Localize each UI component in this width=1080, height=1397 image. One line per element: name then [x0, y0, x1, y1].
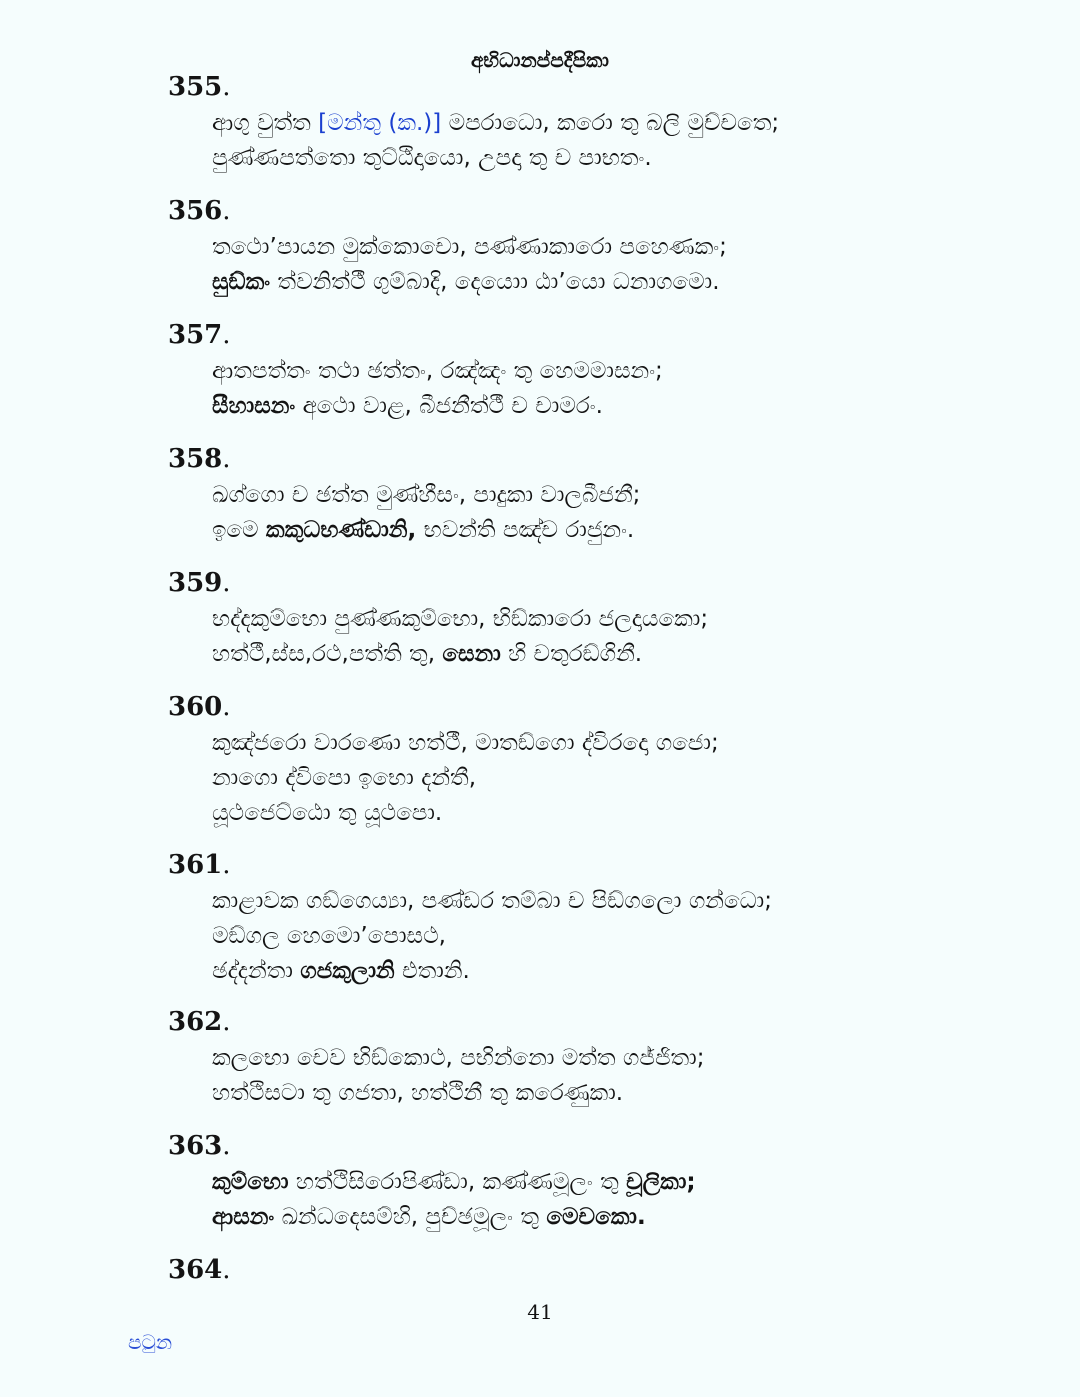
verse-text: ඡද්දන්තා: [212, 958, 301, 984]
verse-line: [212, 1076, 1028, 1111]
verse-line: [212, 389, 1028, 424]
verse-block: [168, 72, 1028, 176]
page-number: 41: [527, 1300, 553, 1324]
verse-line: [212, 230, 1028, 265]
verse-text: ආතපත්තං තථා ඡත්තං, රඤ්ඤං තු හෙමමාසනං;: [212, 358, 663, 384]
headword: කුම්භො: [212, 1169, 289, 1195]
verse-text: නාගො ද්විපො ඉභො දන්තී,: [212, 765, 477, 791]
verse-line: [212, 354, 1028, 389]
variant-reading: [මන්තු (ක.)]: [318, 110, 442, 136]
verse-lines: [212, 884, 1028, 989]
verse-text: හත්ථිසිරොපිණ්ඩා, කණ්ණමූලං තු: [288, 1169, 627, 1195]
verse-text: කලභො චෙව භිඞ්කොථ, පභින්නො මත්ත ගජ්ජිතා;: [212, 1045, 705, 1071]
verse-line: [212, 884, 1028, 919]
verse-line: [212, 478, 1028, 513]
verse-block: [168, 1131, 1028, 1235]
verse-text: ඛන්ධදෙසම්හි, පුච්ඡමූලං තු: [274, 1204, 547, 1230]
headword: සෙනා: [442, 641, 501, 667]
verse-text: යූථජෙට්ඨො තු යූථපො.: [212, 800, 443, 826]
headword: චූලිකා;: [626, 1169, 696, 1195]
verse-block: [168, 568, 1028, 672]
verse-number: 363.: [168, 1131, 231, 1161]
verse-text: ඉමෙ: [212, 517, 266, 543]
verse-line: [212, 796, 1028, 831]
verse-line: [212, 761, 1028, 796]
page-title: අභිධානප්පදීපිකා: [470, 48, 610, 72]
headword: ආසනං: [212, 1204, 275, 1230]
headword: ගජකුලානි: [300, 958, 395, 984]
verse-line: [212, 637, 1028, 672]
verse-block: [168, 320, 1028, 424]
verse-line: [212, 726, 1028, 761]
verse-text: ඛග්ගො ච ඡත්ත මුණ්හීසං, පාදුකා වාලබීජනී;: [212, 482, 641, 508]
verse-text: එතානි.: [394, 958, 470, 984]
headword: කකුධභණ්ඩානි,: [265, 517, 417, 543]
verse-number: 355.: [168, 72, 231, 102]
verse-line: [212, 954, 1028, 989]
verse-block: [168, 1007, 1028, 1111]
verse-number: 357.: [168, 320, 231, 350]
verse-line: [212, 1165, 1028, 1200]
verse-text: කාළාවක ගඞ්ගෙය්‍යා, පණ්ඩර තම්බා ච පිඞ්ගලො ගන්ධො;: [212, 888, 772, 914]
verse-text: කුඤ්ජරො වාරණො හත්ථී, මාතඞ්ගො ද්විරදො ගජො;: [212, 730, 719, 756]
verse-block: [168, 1255, 1028, 1289]
verse-block: [168, 850, 1028, 989]
verse-line: [212, 602, 1028, 637]
verse-line: [212, 106, 1028, 141]
verse-text: මඞ්ගල හෙමො’පොසථ,: [212, 923, 446, 949]
verse-block: [168, 196, 1028, 300]
verse-number: 361.: [168, 850, 231, 880]
verse-block: [168, 692, 1028, 831]
verse-lines: [212, 602, 1028, 672]
verse-number: 362.: [168, 1007, 231, 1037]
verse-number: 364.: [168, 1255, 231, 1285]
verse-number: 360.: [168, 692, 231, 722]
verse-line: [212, 141, 1028, 176]
verse-text: මපරාධො, කරො තු බලි මුච්චතෙ;: [441, 110, 780, 136]
headword: සුඞ්කං: [212, 269, 271, 295]
verse-line: [212, 1041, 1028, 1076]
verse-text: ත්වනිත්ථී ගුම්බාදි, දෙයොා ඨා’යො ධනාගමො.: [270, 269, 720, 295]
verse-text: භද්දකුම්භො පුණ්ණකුම්භො, භිඞ්කාරො ජලදායකො;: [212, 606, 709, 632]
verse-lines: [212, 1165, 1028, 1235]
contents-link[interactable]: පටුන: [128, 1330, 173, 1354]
verse-text: භවන්ති පඤ්ච රාජුනං.: [416, 517, 635, 543]
headword: සීහාසනං: [212, 393, 296, 419]
verse-number: 356.: [168, 196, 231, 226]
verse-lines: [212, 478, 1028, 548]
verse-text: හි චතුරඞ්ගිනී.: [500, 641, 643, 667]
verse-lines: [212, 354, 1028, 424]
verse-lines: [212, 726, 1028, 831]
verse-number: 358.: [168, 444, 231, 474]
verse-lines: [212, 230, 1028, 300]
verse-text: අථො වාළ, බීජනීත්ථී ච චාමරං.: [295, 393, 603, 419]
verse-lines: [212, 1041, 1028, 1111]
verse-text: පුණ්ණපත්තො තුට්ඨිදායො, උපදා තු ච පාභතං.: [212, 145, 652, 171]
verse-text: හත්ථිසටා තු ගජතා, හත්ථිනී තු කරෙණුකා.: [212, 1080, 624, 1106]
verse-text: ආගු වුත්ත: [212, 110, 319, 136]
verse-text: හත්ථී,ස්ස,රථ,පත්ති තු,: [212, 641, 443, 667]
headword: මෙචකො.: [546, 1204, 646, 1230]
verse-line: [212, 919, 1028, 954]
verse-number: 359.: [168, 568, 231, 598]
verse-line: [212, 513, 1028, 548]
verse-line: [212, 265, 1028, 300]
verse-lines: [212, 106, 1028, 176]
verse-text: තථො’පායන මුක්කොචො, පණ්ණාකාරො පහෙණකං;: [212, 234, 727, 260]
verse-block: [168, 444, 1028, 548]
verse-line: [212, 1200, 1028, 1235]
